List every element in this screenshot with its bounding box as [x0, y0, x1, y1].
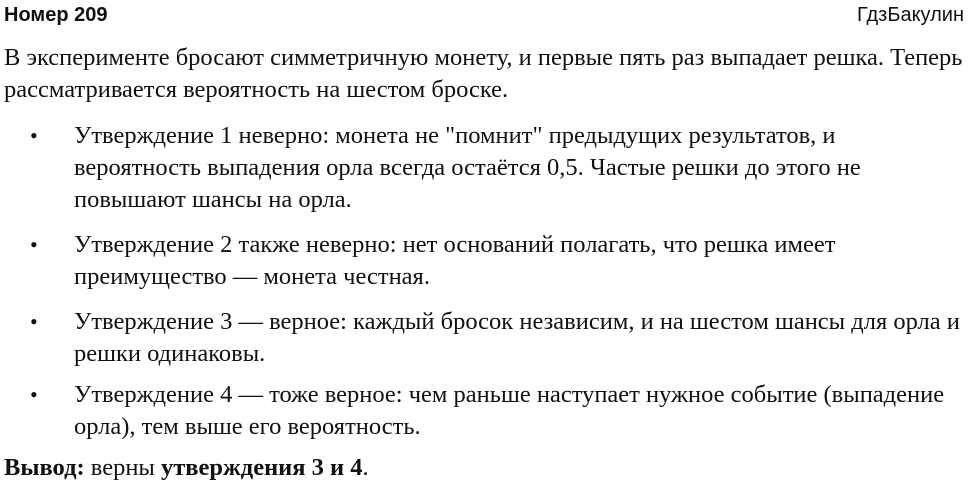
conclusion-label: Вывод:: [4, 454, 85, 481]
bullet-icon: •: [30, 309, 38, 334]
conclusion: [4, 452, 964, 484]
list-item-text: Утверждение 1 неверно: монета не "помнит" предыдущих результатов, и вероятность выпадения орла всегда остаётся 0,5. Частые решки до этого не повышают шансы на орла.: [74, 122, 861, 213]
list-item-text: Утверждение 3 — верное: каждый бросок независим, и на шестом шансы для орла и решки одинаковы.: [74, 308, 960, 367]
list-item-text: Утверждение 2 также неверно: нет оснований полагать, что решка имеет преимущество — монета честная.: [74, 231, 836, 290]
conclusion-middle: верны: [84, 454, 162, 481]
site-brand: ГдзБакулин: [856, 4, 964, 26]
conclusion-answer: утверждения 3 и 4: [161, 454, 363, 481]
problem-statement: В эксперименте бросают симметричную монету, и первые пять раз выпадает решка. Теперь рассматривается вероятность на шестом броске.: [4, 44, 963, 103]
bullet-icon: •: [30, 232, 38, 257]
bullet-icon: •: [30, 123, 38, 148]
bullet-icon: •: [30, 382, 38, 407]
page-header: [0, 4, 968, 28]
conclusion-end: .: [362, 454, 369, 481]
problem-number: Номер 209: [4, 4, 108, 26]
list-item-text: Утверждение 4 — тоже верное: чем раньше наступает нужное событие (выпадение орла), тем выше его вероятность.: [74, 381, 945, 440]
